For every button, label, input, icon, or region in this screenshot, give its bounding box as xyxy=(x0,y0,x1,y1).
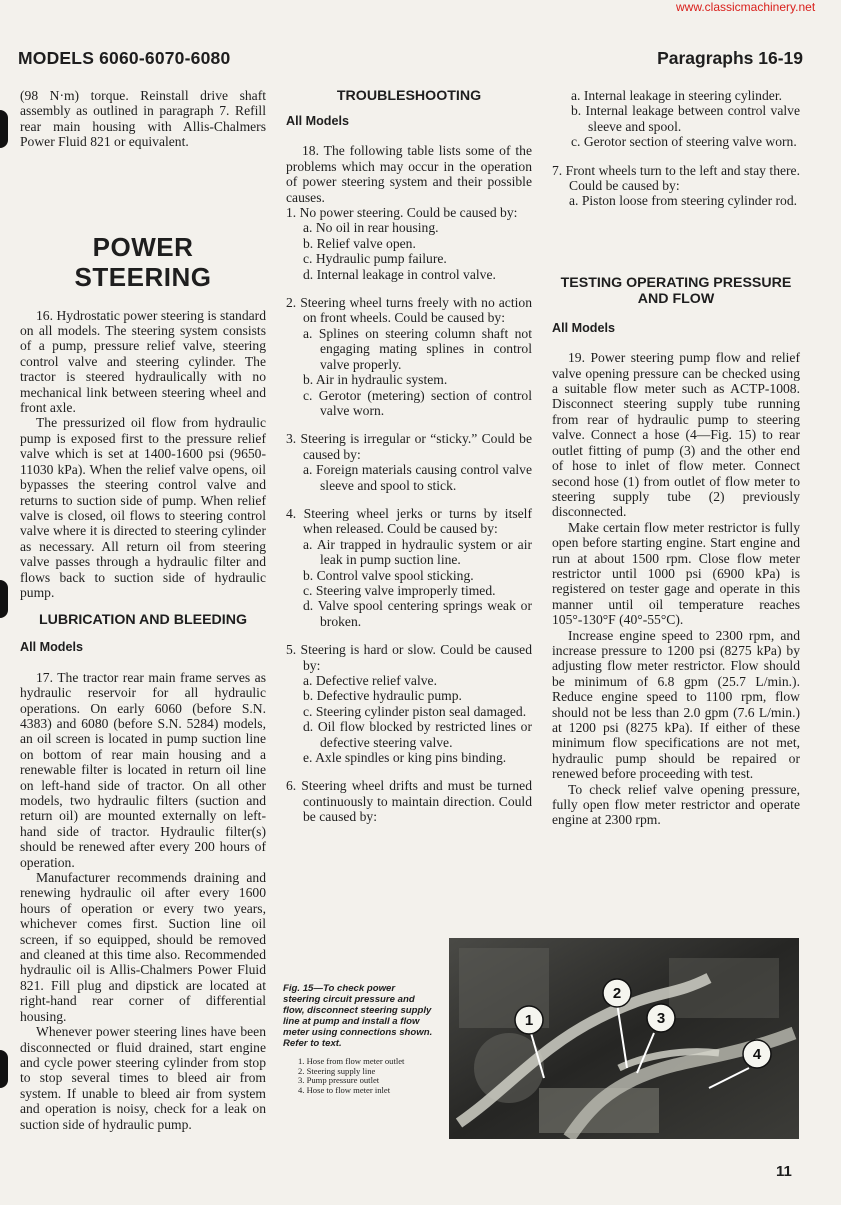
binder-hole-top xyxy=(0,110,8,148)
paragraph-17a: 17. The tractor rear main frame serves as hydraulic reservoir for all hydraulic operations. On early 6060 (before S.N. 4383) and 6080 (before S.N. 5284) models, an oil screen is located in pump suction line on bottom of rear main housing and a renewable filter is located in return oil line on left-hand side of tractor. On all other models, two hydraulic filters (suction and return oil) are mounted externally on left-hand side of tractor. Hydraulic filter(s) should be renewed after every 200 hours of operation. xyxy=(20,669,266,870)
header-paragraphs: Paragraphs 16-19 xyxy=(657,48,803,68)
trouble-cause-4c: c. Steering valve improperly timed. xyxy=(303,582,496,598)
subheading-all-models: All Models xyxy=(20,640,83,655)
heading-testing-line1: TESTING OPERATING PRESSURE xyxy=(560,274,792,291)
callout-3-label: 3 xyxy=(656,1010,666,1027)
paragraph-18: 18. The following table lists some of the problems which may occur in the operation of power steering system and their possible causes. xyxy=(286,143,532,205)
trouble-cause-7a: a. Piston loose from steering cylinder rod. xyxy=(569,193,798,209)
binder-hole-middle xyxy=(0,580,8,618)
column-right xyxy=(552,88,800,828)
trouble-item-1: 1. No power steering. Could be caused by: xyxy=(286,205,518,221)
trouble-cause-2a: a. Splines on steering column shaft not engaging mating splines in control valve properly. xyxy=(303,325,532,372)
figure-legend xyxy=(298,1057,438,1095)
callout-2-label: 2 xyxy=(612,985,622,1002)
column-middle xyxy=(286,88,532,825)
figure-caption: Fig. 15—To check power steering circuit pressure and flow, disconnect steering supply line at pump and install a flow meter using connections shown. Refer to text. xyxy=(283,983,433,1049)
trouble-item-4: 4. Steering wheel jerks or turns by itself when released. Could be caused by: xyxy=(286,505,532,537)
paragraph-17b: Manufacturer recommends draining and renewing hydraulic oil after every 1600 hours of operation or every two years, whichever comes first. Suction line oil screen, if so equipped, should be removed and cleaned at this time also. Recommended hydraulic oil is Allis-Chalmers Power Fluid 821. Fill plug and dipstick are located at right-hand rear corner of differential housing. xyxy=(20,870,266,1024)
trouble-cause-1b: b. Relief valve open. xyxy=(303,235,416,251)
paragraph-19d: To check relief valve opening pressure, fully open flow meter restrictor and operate engine at 2300 rpm. xyxy=(552,781,800,828)
callout-4-label: 4 xyxy=(752,1046,762,1063)
trouble-item-5: 5. Steering is hard or slow. Could be caused by: xyxy=(286,642,532,673)
subheading-all-models: All Models xyxy=(552,320,615,335)
paragraph-19a: 19. Power steering pump flow and relief valve opening pressure can be checked using a suitable flow meter such as ACTP-1008. Disconnect steering supply tube running from rear of hydraulic pump to steering valve. Connect a hose (4—Fig. 15) to rear outlet fitting of pump (3) and the other end of hose to inlet of flow meter. Connect second hose (1) from outlet of flow meter to steering supply tube (2) previously disconnected. xyxy=(552,350,800,520)
section-title-power: POWER xyxy=(92,231,194,262)
legend-item-1: 1. Hose from flow meter outlet xyxy=(298,1056,405,1066)
trouble-cause-5d: d. Oil flow blocked by restricted lines or defective steering valve. xyxy=(303,719,532,750)
trouble-cause-3a: a. Foreign materials causing control valve sleeve and spool to stick. xyxy=(303,462,532,493)
photo-illustration xyxy=(449,938,799,1139)
trouble-cause-5b: b. Defective hydraulic pump. xyxy=(303,688,462,704)
paragraph-17c: Whenever power steering lines have been disconnected or fluid drained, start engine and cycle power steering cylinder from stop to stop several times to bleed air from system. If unable to bleed air from system and operation is noisy, check for a leak on suction side of hydraulic pump. xyxy=(20,1024,266,1132)
paragraph-19c: Increase engine speed to 2300 rpm, and increase pressure to 1200 psi (8275 kPa) by adjusting flow meter restrictor. Flow should be minimum of 6.8 gpm (25.7 L/min.). Reduce engine speed to 1100 rpm, flow should not be less than 2.0 gpm (7.6 L/min.) at 1200 psi (8275 kPa). If either of these minimum flow specifications are not met, hydraulic pump should be repaired or renewed before proceeding with test. xyxy=(552,627,800,782)
trouble-item-2: 2. Steering wheel turns freely with no action on front wheels. Could be caused by: xyxy=(286,295,532,326)
trouble-cause-1d: d. Internal leakage in control valve. xyxy=(303,266,496,282)
subheading-all-models: All Models xyxy=(286,114,349,128)
trouble-cause-6a: a. Internal leakage in steering cylinder. xyxy=(571,88,782,103)
section-title-steering: STEERING xyxy=(74,261,212,292)
figure-photo xyxy=(449,938,799,1139)
heading-lubrication: LUBRICATION AND BLEEDING xyxy=(38,612,248,629)
trouble-cause-4a: a. Air trapped in hydraulic system or air leak in pump suction line. xyxy=(303,536,532,568)
trouble-cause-5a: a. Defective relief valve. xyxy=(303,673,437,688)
paragraph-16b: The pressurized oil flow from hydraulic pump is exposed first to the pressure relief valve which is set at 1400-1600 psi (9650-11030 kPa). When the relief valve opens, oil bypasses the steering control valve and returns to suction side of pump. When relief valve is closed, oil flows to steering control valve where it is directed to steering cylinder as necessary. All return oil from steering valve passes through a hydraulic filter and flows back to suction side of hydraulic pump. xyxy=(20,415,266,600)
heading-testing-line2: AND FLOW xyxy=(637,290,715,307)
paragraph-16a: 16. Hydrostatic power steering is standard on all models. The steering system consists of a pump, pressure relief valve, steering control valve and steering cylinder. The tractor is steered hydraulically with no mechanical link between steering wheel and front axle. xyxy=(20,307,266,416)
trouble-cause-2c: c. Gerotor (metering) section of control valve worn. xyxy=(303,387,532,418)
trouble-cause-1c: c. Hydraulic pump failure. xyxy=(303,251,447,267)
trouble-cause-4d: d. Valve spool centering springs weak or broken. xyxy=(303,598,532,629)
page-number: 11 xyxy=(776,1163,792,1180)
trouble-item-3: 3. Steering is irregular or “sticky.” Could be caused by: xyxy=(286,431,532,462)
continued-text: (98 N·m) torque. Reinstall drive shaft assembly as outlined in paragraph 7. Refill rear main housing with Allis-Chalmers Power Fluid 821 or equivalent. xyxy=(20,88,266,150)
trouble-item-6: 6. Steering wheel drifts and must be turned continuously to maintain direction. Could be caused by: xyxy=(286,778,532,825)
watermark: www.classicmachinery.net xyxy=(676,0,816,14)
trouble-cause-6b: b. Internal leakage between control valve sleeve and spool. xyxy=(571,103,800,134)
trouble-cause-5c: c. Steering cylinder piston seal damaged. xyxy=(303,703,527,719)
callout-1-label: 1 xyxy=(524,1012,534,1029)
trouble-cause-4b: b. Control valve spool sticking. xyxy=(303,567,474,583)
heading-troubleshooting: TROUBLESHOOTING xyxy=(336,88,482,104)
legend-item-3: 3. Pump pressure outlet xyxy=(298,1075,380,1085)
trouble-item-7: 7. Front wheels turn to the left and stay there. Could be caused by: xyxy=(552,162,800,194)
header-models: MODELS 6060-6070-6080 xyxy=(18,48,231,68)
trouble-cause-6c: c. Gerotor section of steering valve worn. xyxy=(571,134,797,150)
legend-item-2: 2. Steering supply line xyxy=(298,1065,376,1076)
binder-hole-bottom xyxy=(0,1050,8,1088)
trouble-cause-2b: b. Air in hydraulic system. xyxy=(303,372,448,388)
column-left xyxy=(20,88,266,1132)
paragraph-19b: Make certain flow meter restrictor is fully open before starting engine. Start engine and run at about 1500 rpm. Close flow meter restrictor until 1000 psi (6900 kPa) is registered on tester gage and operate in this manner until oil temperature reaches 105°-130°F (40°-55°C). xyxy=(552,519,800,628)
trouble-cause-1a: a. No oil in rear housing. xyxy=(303,220,439,236)
legend-item-4: 4. Hose to flow meter inlet xyxy=(298,1084,391,1095)
trouble-cause-5e: e. Axle spindles or king pins binding. xyxy=(303,750,507,766)
